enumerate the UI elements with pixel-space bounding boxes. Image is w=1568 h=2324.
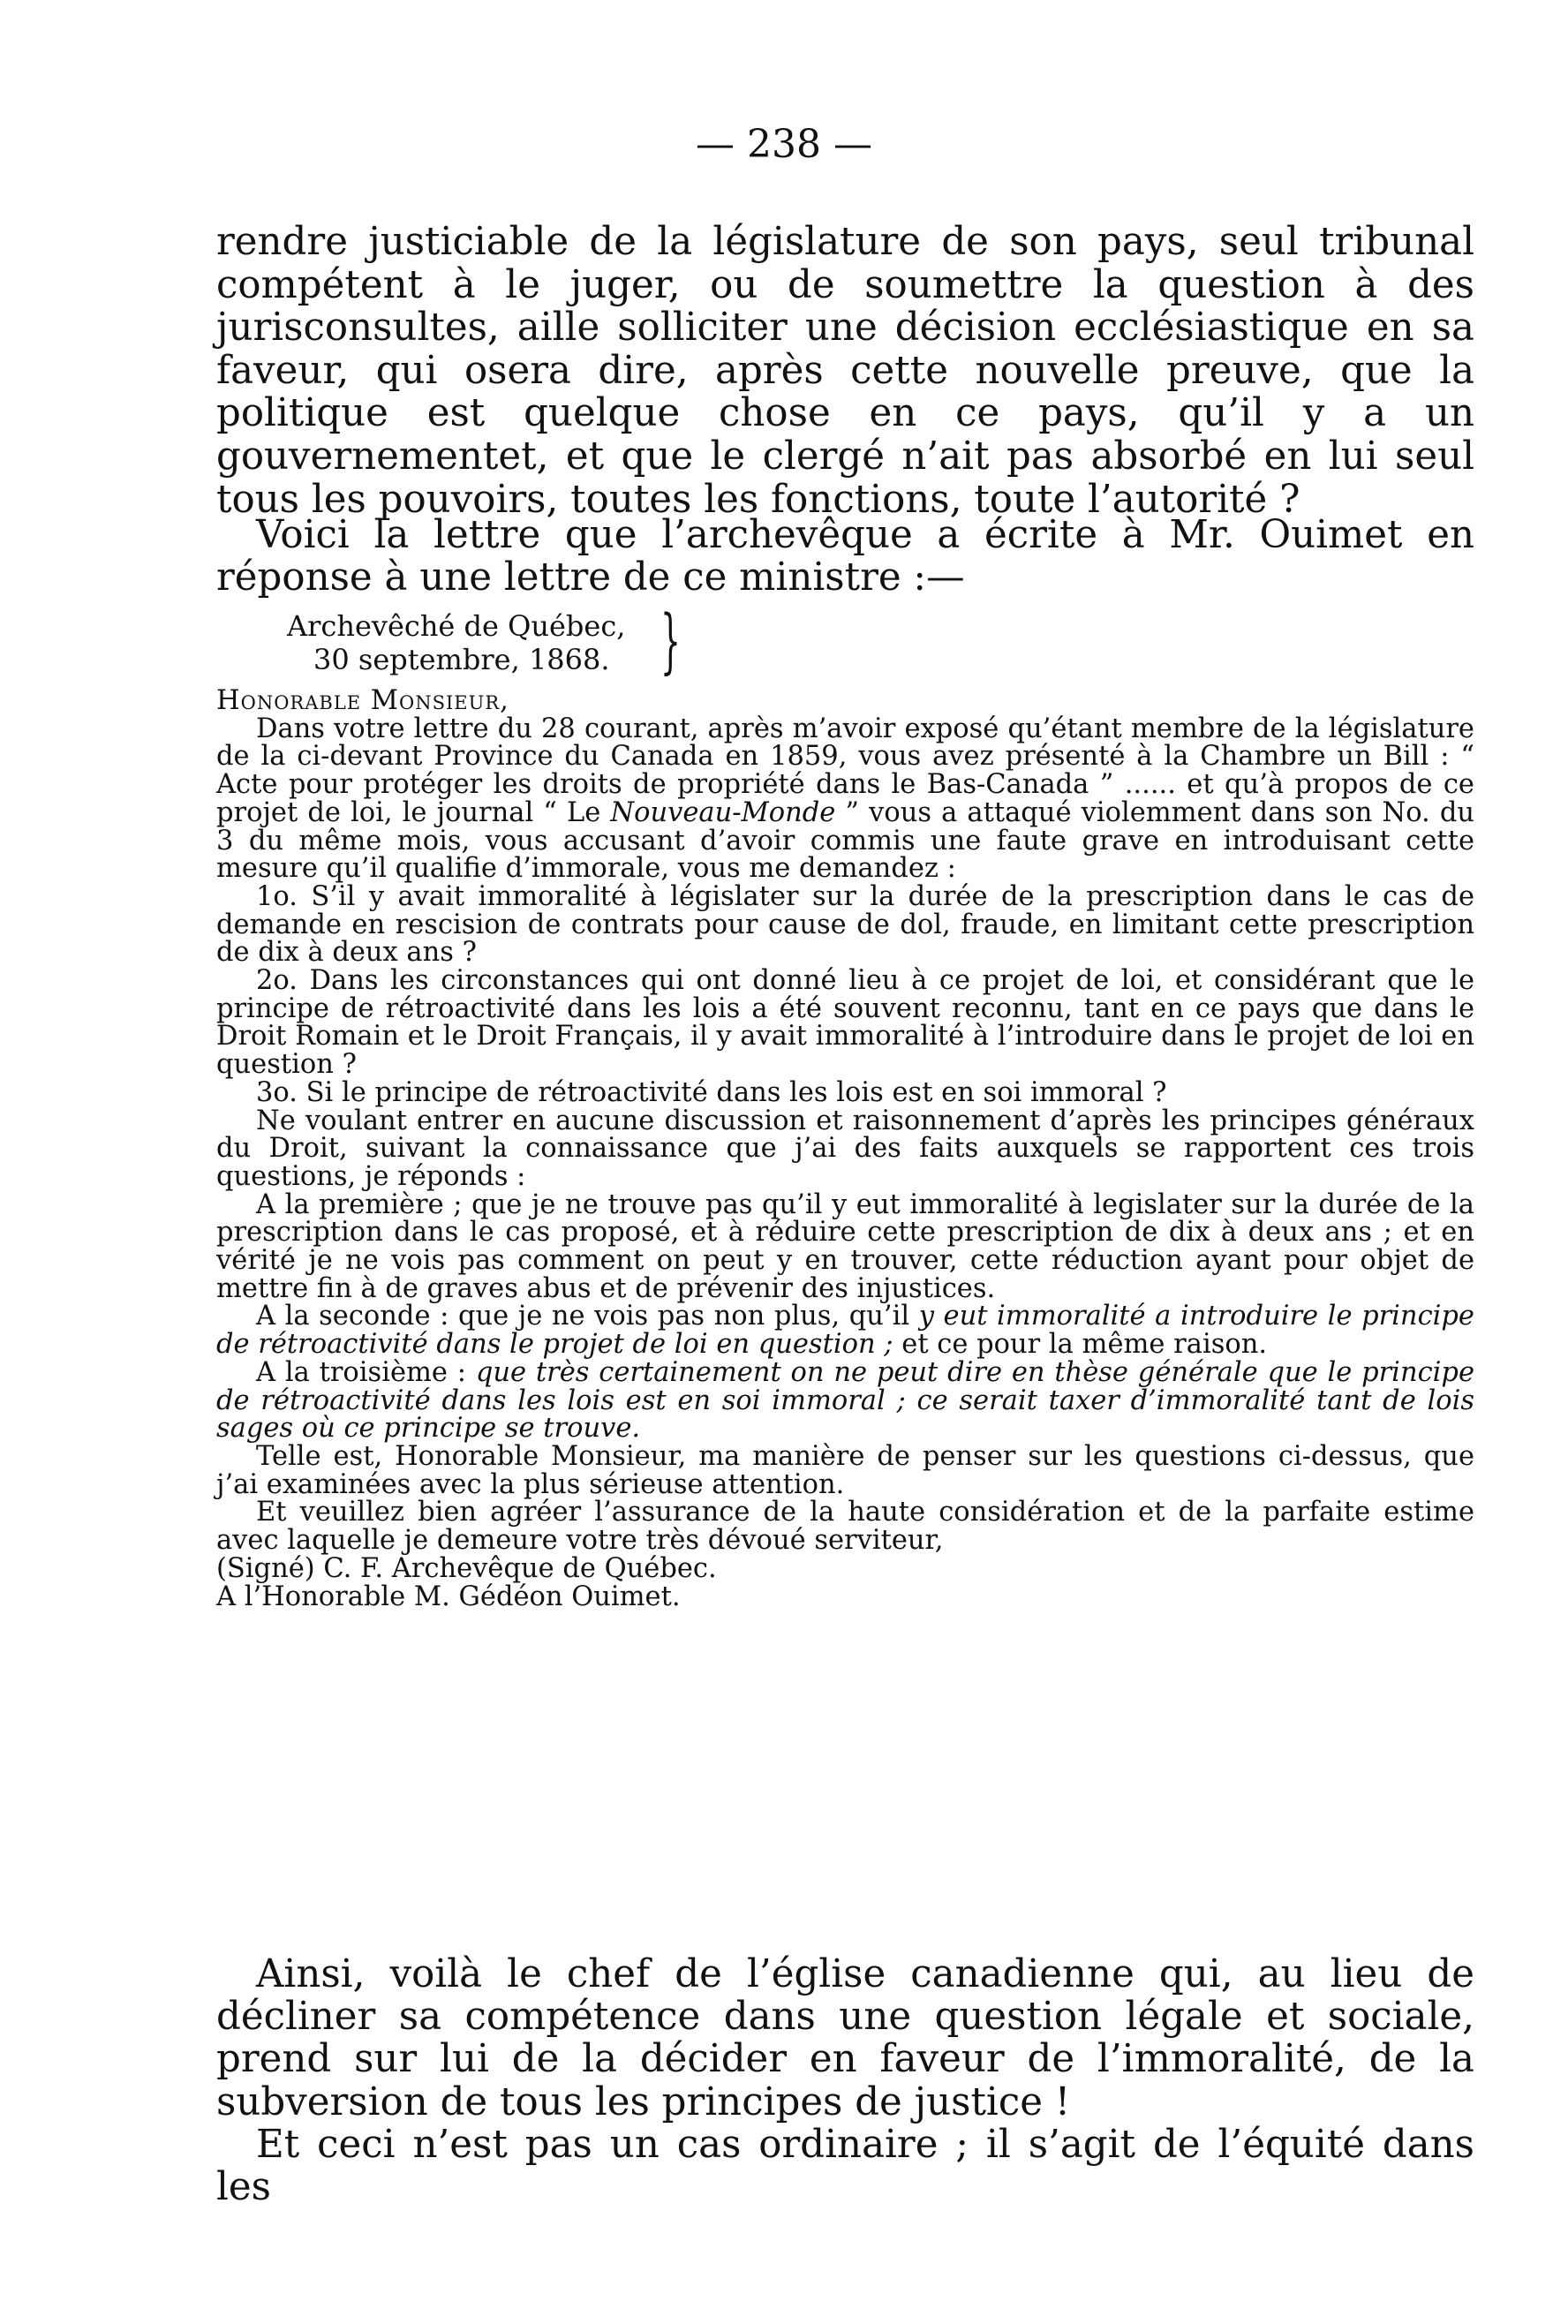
- body-paragraph-2: [216, 514, 1474, 599]
- response-italic: y eut immoralité a introduire le principe de rétroactivité dans le projet de loi en question ;: [216, 1301, 1474, 1361]
- response-intro: Ne voulant entrer en aucune discussion et raisonnement d’après les principes généraux du Droit, suivant la connaissance que j’ai des faits auxquels se rapportent ces trois questions, je réponds :: [216, 1105, 1474, 1192]
- dateline-brace: }: [660, 600, 681, 682]
- closing-1: Telle est, Honorable Monsieur, ma manière de penser sur les questions ci-dessus, que j’ai examinées avec la plus sérieuse attention.: [216, 1440, 1474, 1500]
- dateline-place: Archevêché de Québec,: [287, 609, 626, 643]
- response-1: A la première ; que je ne trouve pas qu’il y eut immoralité à legislater sur la durée de la prescription dans le cas proposé, et à réduire cette prescription de dix à deux ans ; et en vérité je ne vois pas comment on peut y en trouver, cette réduction ayant pour objet de mettre fin à de graves abus et de prévenir des injustices.: [216, 1188, 1474, 1304]
- signature: (Signé) C. F. Archevêque de Québec.: [216, 1552, 717, 1584]
- journal-title: Nouveau-Monde: [610, 796, 836, 828]
- closing-2: Et veuillez bien agréer l’assurance de la haute considération et de la parfaite estime avec laquelle je demeure votre très dévoué serviteur,: [216, 1497, 1474, 1557]
- letter-intro: [216, 715, 1474, 883]
- letter-intro-part: ” vous a attaqué violemment dans son No. du 3 du même mois, vous accusant d’avoir commis une faute grave en introduisant cette mesure qu’il qualifie d’immorale, vous me demandez :: [216, 796, 1474, 885]
- question-1: 1o. S’il y avait immoralité à législater sur la durée de la prescription dans le cas de demande en rescision de contrats pour cause de dol, fraude, en limitant cette prescription de dix à deux ans ?: [216, 880, 1474, 969]
- response-italic: que très certainement on ne peut dire en thèse générale que le principe de rétroactivité dans les lois est en soi immoral ; ce serait taxer d’immoralité tant de lois sages où ce principe se trouve.: [216, 1356, 1474, 1445]
- response-3: [216, 1356, 1474, 1445]
- body-paragraph-1: [216, 221, 1474, 521]
- question-2: 2o. Dans les circonstances qui ont donné lieu à ce projet de loi, et considérant que le principe de rétroactivité dans les lois a été souvent reconnu, tant en ce pays que dans le Droit Romain et le Droit Français, il y avait immoralité à l’introduire dans le projet de loi en question ?: [216, 965, 1474, 1081]
- response-part: et ce pour la même raison.: [893, 1329, 1268, 1361]
- quoted-letter: [216, 687, 1474, 1611]
- letter-dateline: [287, 609, 625, 676]
- paragraph-text: Et ceci n’est pas un cas ordinaire ; il s’agit de l’équité dans les: [216, 2122, 1474, 2210]
- paragraph-text: rendre justiciable de la législature de son pays, seul tribunal compétent à le juger, ou de soumettre la question à des jurisconsultes, aille solliciter une décision ecclésiastique en sa faveur, qui osera dire, après cette nouvelle preuve, que la politique est quelque chose en ce pays, qu’il y a un gouvernementet, et que le clergé n’ait pas absorbé en lui seul tous les pouvoirs, toutes les fonctions, toute l’autorité ?: [216, 220, 1474, 522]
- addressee: A l’Honorable M. Gédéon Ouimet.: [216, 1581, 681, 1612]
- paragraph-text: Voici la lettre que l’archevêque a écrite à Mr. Ouimet en réponse à une lettre de ce ministre :—: [216, 513, 1474, 600]
- paragraph-text: Ainsi, voilà le chef de l’église canadienne qui, au lieu de décliner sa compétence dans une question légale et sociale, prend sur lui de la décider en faveur de l’immoralité, de la subversion de tous les principes de justice !: [216, 1952, 1474, 2124]
- page-number: — 238 —: [696, 122, 872, 167]
- response-part: A la troisième :: [256, 1356, 476, 1388]
- letter-salutation: Honorable Monsieur,: [216, 685, 509, 716]
- response-2: [216, 1301, 1474, 1361]
- letter-intro-part: Dans votre lettre du 28 courant, après m’avoir exposé qu’étant membre de la législature de la ci-devant Province du Canada en 1859, vous avez présenté à la Chambre un Bill : “ Acte pour protéger les droits de propriété dans le Bas-Canada ” ...... et qu’à propos de ce projet de loi, le journal “ Le: [216, 713, 1474, 828]
- question-3: 3o. Si le principe de rétroactivité dans les lois est en soi immoral ?: [256, 1076, 1167, 1108]
- response-part: A la seconde : que je ne vois pas non plus, qu’il: [256, 1301, 919, 1332]
- dateline-date: 30 septembre, 1868.: [313, 643, 610, 676]
- body-paragraph-3: [216, 1953, 1474, 2208]
